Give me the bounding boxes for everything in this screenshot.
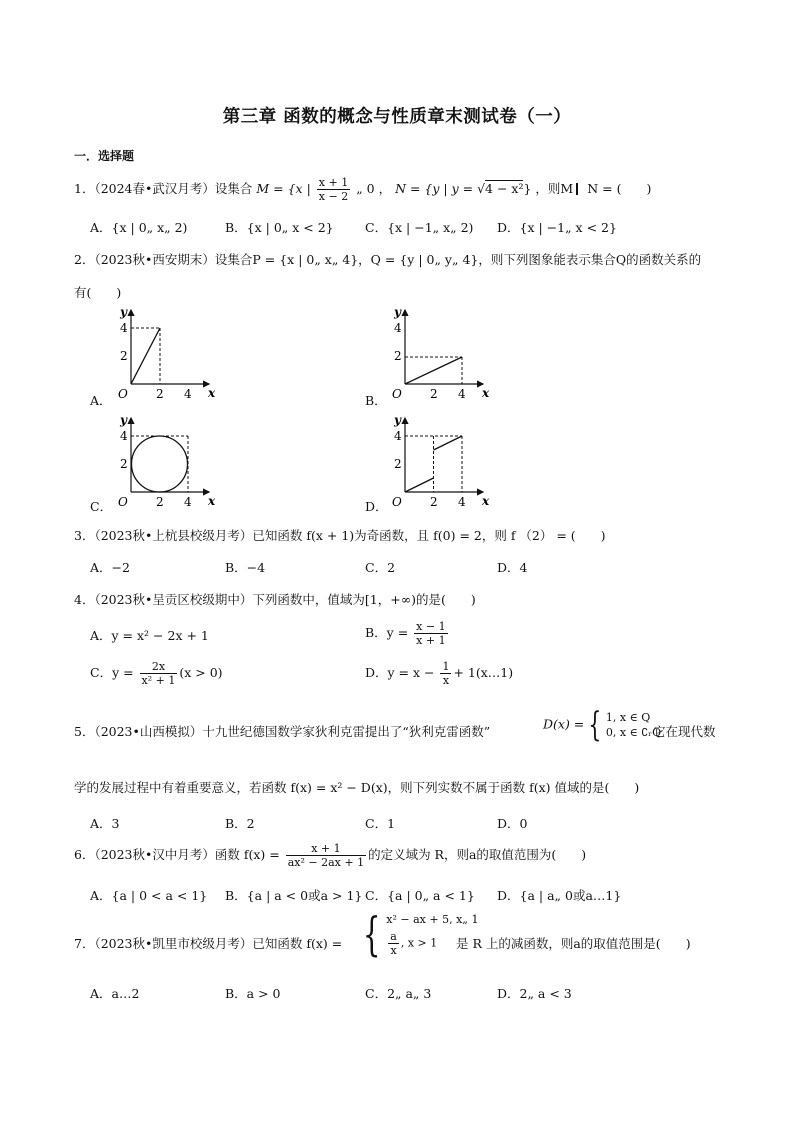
q1-frac-den: x − 2 [318,190,349,203]
graph-a [104,304,224,404]
q6-fraction [286,842,366,869]
graph-d-x-label: x [482,494,490,508]
q1-set-n: N = {y | y = [395,181,478,196]
q6-num: x + 1 [286,842,366,856]
graph-b-xtick-2: 2 [430,387,438,401]
q4-d-fraction [440,660,451,687]
question-6 [74,842,586,869]
graph-b-ytick-4: 4 [394,321,402,335]
graph-d-y-label: y [394,413,401,427]
graph-b-y-label: y [394,305,401,319]
q4-d-prefix: D．y = x − [365,665,439,680]
graph-a-y-label: y [120,305,127,319]
left-brace-icon: { [588,705,602,745]
graph-b-origin: O [392,387,402,401]
graph-c-x-label: x [208,494,216,508]
q5-dirichlet [543,705,662,745]
graph-d-ytick-4: 4 [394,429,402,443]
q1-prefix: 1．（2024春•武汉月考）设集合 [74,181,253,196]
q4-b-num: x − 1 [416,620,446,633]
q7-case-2-fraction [388,930,399,957]
q2-label-c: C． [90,499,113,514]
graph-a-ytick-4: 4 [120,321,128,335]
q7-case-2-den: x [390,944,397,957]
q4-option-a: A．y = x² − 2x + 1 [90,628,209,643]
q7-case-2-cond: , x > 1 [400,936,438,950]
q2-label-b: B． [365,393,387,408]
graph-c-xtick-2: 2 [156,495,164,509]
graph-b-xtick-4: 4 [458,387,466,401]
intersection-icon [576,183,584,195]
q7-option-b: B．a > 0 [225,986,281,1001]
q4-c-fraction [140,660,178,687]
graph-d-origin: O [392,495,402,509]
question-1 [74,176,651,203]
q1-option-b: B．{x | 0„ x < 2} [225,220,334,235]
q5-line-1-end: 它在现代数 [653,724,716,739]
q1-suffix-2: N = ( ) [587,181,652,196]
q4-d-den: x [442,674,450,687]
q7-prefix: 7．（2023秋•凯里市校级月考）已知函数 f(x) = [74,936,343,951]
q6-option-d: D．{a | a„ 0或a…1} [497,888,622,903]
q4-d-num: 1 [442,660,450,673]
q4-b-den: x + 1 [416,634,446,647]
q7-case-2-num: a [390,930,397,943]
q4-text: 4．（2023秋•呈贡区校级期中）下列函数中，值域为[1，+∞)的是( ) [74,592,476,607]
q4-b-prefix: B．y = [365,625,413,640]
q1-suffix: ，则M [535,181,574,196]
q4-b-fraction [414,620,447,647]
graph-a-origin: O [118,387,128,401]
q1-option-c: C．{x | −1„ x„ 2) [365,220,474,235]
q6-postfix: 的定义域为 R，则a的取值范围为( ) [368,847,587,862]
graph-c-ytick-4: 4 [120,429,128,443]
graph-a-xtick-4: 4 [184,387,192,401]
graph-b [378,304,498,404]
q3-option-d: D．4 [497,560,528,575]
graph-c [104,412,224,512]
q7-case-1: x² − ax + 5, x„ 1 [386,913,479,926]
q3-option-b: B．−4 [225,560,266,575]
q5-line-2: 学的发展过程中有着重要意义，若函数 f(x) = x² − D(x)，则下列实数不属于函数 f(x) 值域的是( ) [74,780,640,795]
graph-c-xtick-4: 4 [184,495,192,509]
graph-d-xtick-2: 2 [430,495,438,509]
graph-c-y-label: y [120,413,127,427]
left-brace-icon: { [362,906,381,961]
q5-option-c: C．1 [365,816,396,831]
q4-option-b [365,620,450,647]
q5-case-1: 1, x ∈ Q [605,711,651,724]
q5-option-b: B．2 [225,816,255,831]
graph-a-x-label: x [208,386,216,400]
graph-d-xtick-4: 4 [458,495,466,509]
graph-d [378,412,498,512]
q2-line-1: 2．（2023秋•西安期末）设集合P = {x | 0„ x„ 4}，Q = {y | 0„ y„ 4}，则下列图象能表示集合Q的函数关系的 [74,252,702,267]
q6-den: ax² − 2ax + 1 [287,856,365,869]
q6-option-c: C．{a | 0„ a < 1} [365,888,475,903]
graph-d-ytick-2: 2 [394,457,402,471]
graph-a-ytick-2: 2 [120,349,128,363]
q2-label-a: A． [90,393,112,408]
q3-option-a: A．−2 [90,560,130,575]
q4-d-postfix: + 1(x…1) [453,665,514,680]
q6-option-a: A．{a | 0 < a < 1} [90,888,208,903]
q5-option-d: D．0 [497,816,528,831]
q1-fraction [317,176,350,203]
q4-option-c [90,660,223,687]
q1-option-d: D．{x | −1„ x < 2} [497,220,617,235]
q1-radicand: 4 − x² [485,181,524,196]
q5-case-2: 0, x ∈ ∁ᵣQ [605,726,662,739]
q5-option-a: A．3 [90,816,120,831]
q2-label-d: D． [365,499,388,514]
q4-c-num: 2x [140,660,178,674]
q3-text: 3．（2023秋•上杭县校级月考）已知函数 f(x + 1)为奇函数，且 f(0) = 2，则 f （2） = ( ) [74,528,606,543]
q1-option-a: A．{x | 0„ x„ 2) [90,220,188,235]
q1-set-m-left: M = {x | [256,181,311,196]
q7-option-d: D．2„ a < 3 [497,986,572,1001]
q4-c-postfix: (x > 0) [179,665,223,680]
q5-func-name: D(x) = [543,716,585,732]
q3-option-c: C．2 [365,560,396,575]
graph-b-ytick-2: 2 [394,349,402,363]
graph-c-ytick-2: 2 [120,457,128,471]
q7-option-c: C．2„ a„ 3 [365,986,432,1001]
q2-line-2: 有( ) [74,285,122,300]
q4-c-den: x² + 1 [141,674,176,687]
q1-frac-num: x + 1 [318,176,349,189]
q1-set-m-right: „ 0 ， [356,181,392,196]
q4-option-d [365,660,513,687]
q6-option-b: B．{a | a < 0或a > 1} [225,888,363,903]
q6-prefix: 6．（2023秋•汉中月考）函数 f(x) = [74,847,284,862]
sqrt-icon: √ [477,181,486,196]
page-title: 第三章 函数的概念与性质章末测试卷（一） [222,107,572,127]
graph-a-xtick-2: 2 [156,387,164,401]
graph-c-origin: O [118,495,128,509]
graph-b-x-label: x [482,386,490,400]
q7-postfix: 是 R 上的减函数，则a的取值范围是( ) [456,936,691,951]
q5-line-1: 5．（2023•山西模拟）十九世纪德国数学家狄利克雷提出了“狄利克雷函数” [74,724,491,739]
q4-c-prefix: C．y = [90,665,138,680]
q1-set-n-end: } [523,181,532,196]
section-heading: 一．选择题 [74,149,135,163]
q7-option-a: A．a…2 [90,986,140,1001]
